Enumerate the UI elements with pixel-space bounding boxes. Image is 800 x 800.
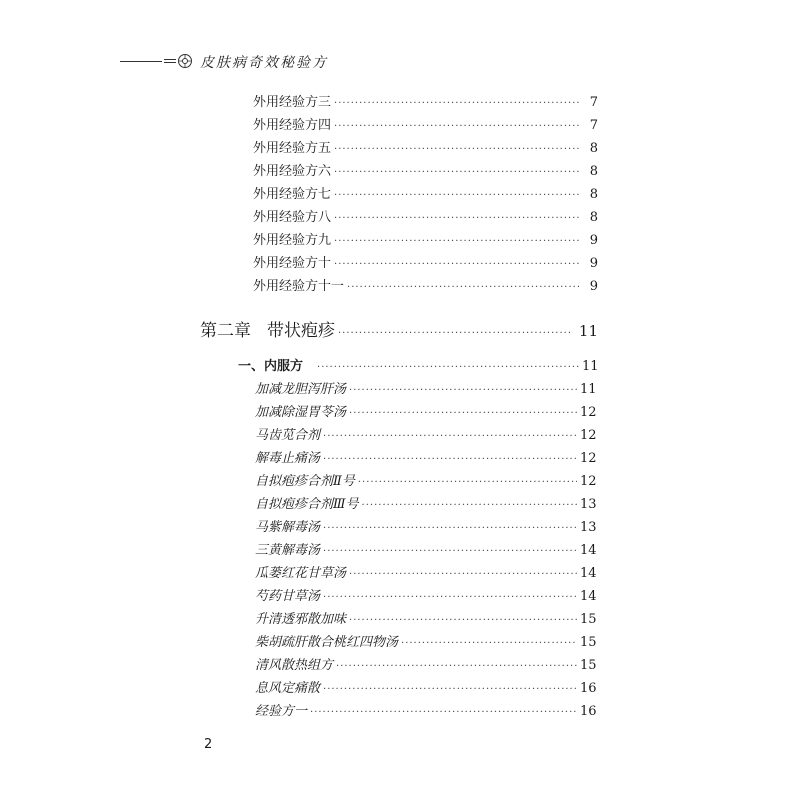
dot-leader xyxy=(334,213,581,224)
dot-leader xyxy=(349,408,577,419)
toc-entry-page: 15 xyxy=(580,658,597,673)
toc-chapter-heading[interactable] xyxy=(200,316,598,341)
page-number: 2 xyxy=(204,737,213,752)
toc-entry-page: 14 xyxy=(580,543,597,558)
toc-entry-label: 加减除湿胃苓汤 xyxy=(255,405,347,420)
toc-entry-label: 外用经验方三 xyxy=(253,95,332,110)
dot-leader xyxy=(334,259,581,270)
toc-entry[interactable] xyxy=(253,275,598,294)
dot-leader xyxy=(334,190,581,201)
book-title: 皮肤病奇效秘验方 xyxy=(200,55,328,71)
toc-entry-label: 解毒止痛汤 xyxy=(255,451,321,466)
toc-entry-label: 马齿苋合剂 xyxy=(255,428,321,443)
toc-entry[interactable] xyxy=(255,631,596,650)
toc-entry-page: 9 xyxy=(589,233,598,248)
dot-leader xyxy=(349,569,577,580)
toc-entry-page: 9 xyxy=(589,279,598,294)
toc-entry-page: 12 xyxy=(580,474,597,489)
toc-entry-page: 14 xyxy=(580,566,597,581)
toc-entry-label: 自拟疱疹合剂Ⅲ号 xyxy=(255,497,359,512)
dot-leader xyxy=(323,546,577,557)
toc-entry[interactable] xyxy=(255,470,596,489)
toc-entry-page: 12 xyxy=(580,428,597,443)
toc-entry[interactable] xyxy=(253,91,598,110)
toc-entry-page: 14 xyxy=(580,589,597,604)
toc-entry[interactable] xyxy=(255,562,596,581)
chapter-title: 带状疱疹 xyxy=(267,321,335,341)
dot-leader xyxy=(334,236,581,247)
toc-entry-page: 16 xyxy=(580,681,597,696)
dot-leader xyxy=(336,661,577,672)
dot-leader xyxy=(323,523,577,534)
dot-leader xyxy=(317,362,579,373)
toc-entry-label: 自拟疱疹合剂Ⅱ号 xyxy=(255,474,355,489)
toc-entry-label: 外用经验方七 xyxy=(253,187,332,202)
toc-entry-page: 8 xyxy=(589,210,598,225)
toc-entry-label: 升清透邪散加味 xyxy=(255,612,347,627)
toc-entry-label: 外用经验方六 xyxy=(253,164,332,179)
toc-entry-label: 外用经验方十一 xyxy=(253,279,345,294)
toc-entry[interactable] xyxy=(255,401,596,420)
toc-entry-label: 马紫解毒汤 xyxy=(255,520,321,535)
toc-entry-label: 清风散热组方 xyxy=(255,658,334,673)
dot-leader xyxy=(349,615,577,626)
toc-entry[interactable] xyxy=(255,447,596,466)
chapter-label xyxy=(200,316,335,341)
toc-entry[interactable] xyxy=(255,677,596,696)
dot-leader xyxy=(338,328,573,339)
toc-entry[interactable] xyxy=(253,183,598,202)
toc-entry[interactable] xyxy=(255,608,596,627)
toc-entry-label: 外用经验方四 xyxy=(253,118,332,133)
toc-entry-page: 8 xyxy=(589,141,598,156)
toc-entry[interactable] xyxy=(255,654,596,673)
toc-entry[interactable] xyxy=(255,378,596,397)
toc-entry[interactable] xyxy=(255,424,596,443)
toc-entry-page: 12 xyxy=(580,405,597,420)
toc-entry-label: 外用经验方十 xyxy=(253,256,332,271)
toc-entry-label: 外用经验方五 xyxy=(253,141,332,156)
toc-entry[interactable] xyxy=(255,539,596,558)
toc-section-heading[interactable] xyxy=(238,355,599,374)
toc-entry-page: 16 xyxy=(580,704,597,719)
toc-entry[interactable] xyxy=(255,700,596,719)
toc-entry-page: 13 xyxy=(580,497,597,512)
toc-entry-page: 8 xyxy=(589,164,598,179)
toc-entry[interactable] xyxy=(255,493,596,512)
dot-leader xyxy=(310,707,577,718)
toc-entry-label: 瓜蒌红花甘草汤 xyxy=(255,566,347,581)
dot-leader xyxy=(323,592,577,603)
dot-leader xyxy=(323,684,577,695)
dot-leader xyxy=(362,500,577,511)
toc-entry-page: 15 xyxy=(580,635,597,650)
toc-entry[interactable] xyxy=(253,114,598,133)
toc-entry-page: 7 xyxy=(589,95,598,110)
toc-entry-page: 12 xyxy=(580,451,597,466)
toc-entry-label: 芍药甘草汤 xyxy=(255,589,321,604)
toc-entry-label: 外用经验方八 xyxy=(253,210,332,225)
toc-entry-page: 11 xyxy=(580,382,597,397)
toc-entry-page: 8 xyxy=(589,187,598,202)
dot-leader xyxy=(334,121,581,132)
toc-entry[interactable] xyxy=(255,585,596,604)
section-page: 11 xyxy=(582,359,599,374)
chapter-number: 第二章 xyxy=(200,321,251,341)
toc-entry-label: 息风定痛散 xyxy=(255,681,321,696)
section-label: 一、内服方 xyxy=(238,359,304,374)
toc-entry-page: 15 xyxy=(580,612,597,627)
chapter-page: 11 xyxy=(578,322,598,340)
dot-leader xyxy=(401,638,577,649)
toc-entry[interactable] xyxy=(253,137,598,156)
toc-entry-label: 三黄解毒汤 xyxy=(255,543,321,558)
toc-entry[interactable] xyxy=(253,252,598,271)
toc-entry-page: 7 xyxy=(589,118,598,133)
dot-leader xyxy=(334,144,581,155)
toc-entry-label: 经验方一 xyxy=(255,704,308,719)
toc-entry[interactable] xyxy=(255,516,596,535)
toc-entry-label: 外用经验方九 xyxy=(253,233,332,248)
dot-leader xyxy=(323,454,577,465)
toc-entry-label: 柴胡疏肝散合桃红四物汤 xyxy=(255,635,399,650)
toc-entry[interactable] xyxy=(253,229,598,248)
toc-entry-page: 9 xyxy=(589,256,598,271)
dot-leader xyxy=(323,431,577,442)
dot-leader xyxy=(358,477,577,488)
dot-leader xyxy=(347,282,581,293)
toc-entry[interactable] xyxy=(253,160,598,179)
toc-entry-label: 加减龙胆泻肝汤 xyxy=(255,382,347,397)
dot-leader xyxy=(334,98,581,109)
toc-entry-page: 13 xyxy=(580,520,597,535)
toc-entry[interactable] xyxy=(253,206,598,225)
dot-leader xyxy=(349,385,577,396)
dot-leader xyxy=(334,167,581,178)
